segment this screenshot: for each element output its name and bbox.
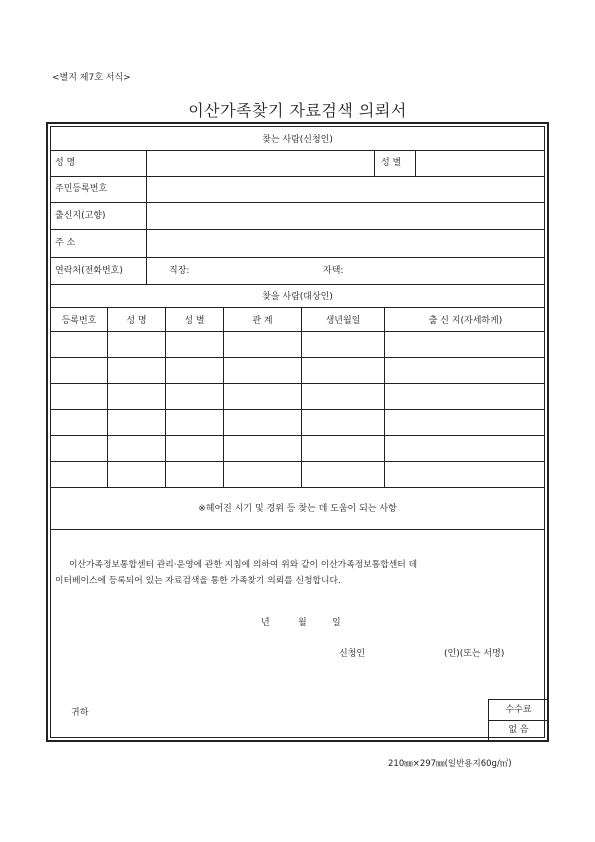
application-form bbox=[46, 122, 549, 742]
form-code: <별지 제7호 서식> bbox=[52, 73, 131, 83]
home-phone-field[interactable] bbox=[351, 258, 546, 284]
applicant-section-title: 찾는 사람(신청인) bbox=[262, 135, 333, 145]
table-row[interactable] bbox=[51, 436, 544, 461]
table-row[interactable] bbox=[51, 410, 544, 435]
seal-label: (인)(또는 서명) bbox=[444, 649, 505, 659]
col-header-birthplace: 출 신 지(자세하게) bbox=[428, 316, 503, 326]
col-header-relation: 관 계 bbox=[252, 316, 273, 326]
table-row[interactable] bbox=[51, 384, 544, 409]
col-header-name: 성 명 bbox=[126, 316, 147, 326]
work-phone-label: 직장: bbox=[169, 266, 190, 276]
hometown-label: 출신지(고향) bbox=[55, 211, 106, 221]
applicant-name-field[interactable] bbox=[147, 151, 374, 176]
separation-note: ※헤어진 시기 및 경위 등 찾는 데 도움이 되는 사항 bbox=[198, 504, 397, 514]
col-header-gender: 성 별 bbox=[184, 316, 205, 326]
applicant-signature-label: 신청인 bbox=[339, 649, 366, 659]
contact-label: 연락처(전화번호) bbox=[55, 266, 123, 276]
date-year-label: 년 bbox=[261, 618, 270, 628]
date-day-label: 일 bbox=[332, 618, 341, 628]
separation-details-field[interactable] bbox=[51, 488, 544, 529]
paper-spec: 210㎜×297㎜(일반용지60g/㎡) bbox=[388, 759, 512, 769]
home-phone-label: 자택: bbox=[323, 266, 344, 276]
name-label: 성 명 bbox=[55, 158, 76, 168]
rrn-label: 주민등록번호 bbox=[55, 184, 108, 194]
gender-label: 성 별 bbox=[381, 158, 402, 168]
fee-value: 없 음 bbox=[508, 725, 529, 735]
signature-field[interactable] bbox=[371, 642, 441, 664]
table-row[interactable] bbox=[51, 332, 544, 357]
table-row[interactable] bbox=[51, 462, 544, 487]
applicant-rrn-field[interactable] bbox=[147, 177, 546, 202]
address-label: 주 소 bbox=[55, 238, 76, 248]
col-header-birthdate: 생년월일 bbox=[325, 316, 361, 326]
applicant-hometown-field[interactable] bbox=[147, 203, 546, 229]
col-header-registration-no: 등록번호 bbox=[61, 316, 97, 326]
date-month-label: 월 bbox=[298, 618, 307, 628]
form-inner bbox=[50, 126, 545, 738]
page-title: 이산가족찾기 자료검색 의뢰서 bbox=[188, 101, 407, 120]
applicant-gender-field[interactable] bbox=[416, 151, 546, 176]
fee-box bbox=[488, 699, 548, 740]
work-phone-field[interactable] bbox=[196, 258, 321, 284]
fee-label: 수수료 bbox=[505, 705, 532, 715]
statement-line-2: 이터베이스에 등록되어 있는 자료검색을 통한 가족찾기 의뢰를 신청합니다. bbox=[55, 576, 341, 586]
target-section-title: 찾을 사람(대상인) bbox=[262, 292, 333, 302]
applicant-address-field[interactable] bbox=[147, 230, 546, 257]
recipient-label: 귀하 bbox=[71, 708, 89, 718]
statement-line-1: 이산가족정보통합센터 관리·운영에 관한 지침에 의하여 위와 같이 이산가족정보통합센터 데 bbox=[69, 560, 418, 570]
table-row[interactable] bbox=[51, 358, 544, 383]
